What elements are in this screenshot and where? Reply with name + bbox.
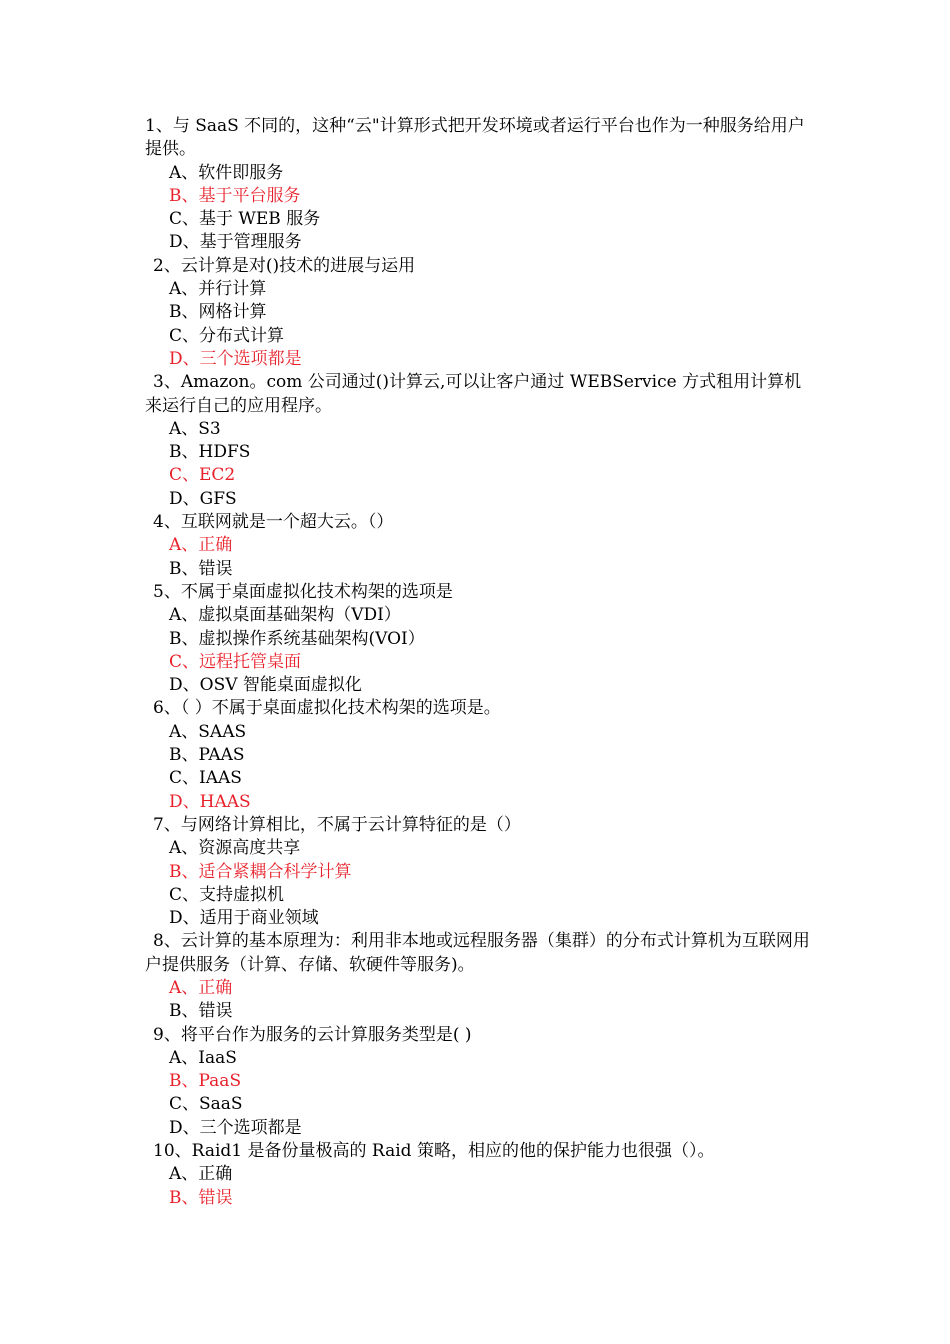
option: A、S3 — [169, 418, 221, 439]
option: C、支持虚拟机 — [169, 884, 285, 905]
answer-option: B、适合紧耦合科学计算 — [169, 861, 352, 882]
question-block — [145, 814, 810, 930]
option: A、资源高度共享 — [169, 838, 301, 859]
question-block — [145, 581, 810, 697]
option: C、分布式计算 — [169, 325, 285, 346]
option: D、OSV 智能桌面虚拟化 — [169, 675, 362, 696]
answer-option: B、错误 — [169, 1187, 233, 1208]
question-text: 10、Raid1 是备份量极高的 Raid 策略，相应的他的保护能力也很强（）。 — [153, 1141, 715, 1162]
question-text: 2、云计算是对()技术的进展与运用 — [153, 255, 416, 276]
option: C、SaaS — [169, 1094, 243, 1115]
option: A、软件即服务 — [169, 162, 284, 183]
option: B、虚拟操作系统基础架构(VOI） — [169, 628, 425, 649]
question-block — [145, 371, 810, 511]
question-text: 3、Amazon。com 公司通过()计算云,可以让客户通过 WEBService 方式租用计算机来运行自己的应用程序。 — [145, 372, 802, 416]
option: D、基于管理服务 — [169, 232, 302, 253]
question-block — [145, 1024, 810, 1140]
option: A、虚拟桌面基础架构（VDI） — [169, 605, 401, 626]
answer-option: A、正确 — [169, 535, 233, 556]
question-text: 6、（ ）不属于桌面虚拟化技术构架的选项是。 — [153, 698, 501, 719]
answer-option: D、三个选项都是 — [169, 348, 302, 369]
option: B、HDFS — [169, 442, 251, 463]
option: D、三个选项都是 — [169, 1117, 302, 1138]
answer-option: C、远程托管桌面 — [169, 651, 302, 672]
answer-option: A、正确 — [169, 977, 233, 998]
option: B、错误 — [169, 558, 233, 579]
question-block — [145, 115, 810, 255]
option: C、基于 WEB 服务 — [169, 209, 321, 230]
question-block — [145, 255, 810, 371]
question-text: 1、与 SaaS 不同的，这种“云"计算形式把开发环境或者运行平台也作为一种服务给用户提供。 — [145, 116, 805, 160]
question-block — [145, 697, 810, 813]
question-text: 9、将平台作为服务的云计算服务类型是( ) — [153, 1024, 472, 1045]
option: C、IAAS — [169, 768, 242, 789]
option: B、错误 — [169, 1001, 233, 1022]
option: D、适用于商业领域 — [169, 908, 319, 929]
option: B、PAAS — [169, 745, 245, 766]
quiz-content — [145, 115, 810, 1210]
answer-option: B、基于平台服务 — [169, 185, 301, 206]
question-block — [145, 930, 810, 1023]
question-text: 8、云计算的基本原理为：利用非本地或远程服务器（集群）的分布式计算机为互联网用户提供服务（计算、存储、软硬件等服务)。 — [145, 931, 810, 975]
option: B、网格计算 — [169, 302, 267, 323]
option: A、并行计算 — [169, 279, 267, 300]
option: D、GFS — [169, 488, 237, 509]
question-block — [145, 511, 810, 581]
question-text: 7、与网络计算相比，不属于云计算特征的是（） — [153, 814, 521, 835]
question-text: 5、不属于桌面虚拟化技术构架的选项是 — [153, 581, 453, 602]
question-text: 4、互联网就是一个超大云。（） — [153, 512, 394, 533]
option: A、正确 — [169, 1164, 233, 1185]
option: A、SAAS — [169, 721, 247, 742]
answer-option: B、PaaS — [169, 1071, 242, 1092]
question-block — [145, 1140, 810, 1210]
answer-option: D、HAAS — [169, 791, 251, 812]
option: A、IaaS — [169, 1047, 237, 1068]
answer-option: C、EC2 — [169, 465, 236, 486]
